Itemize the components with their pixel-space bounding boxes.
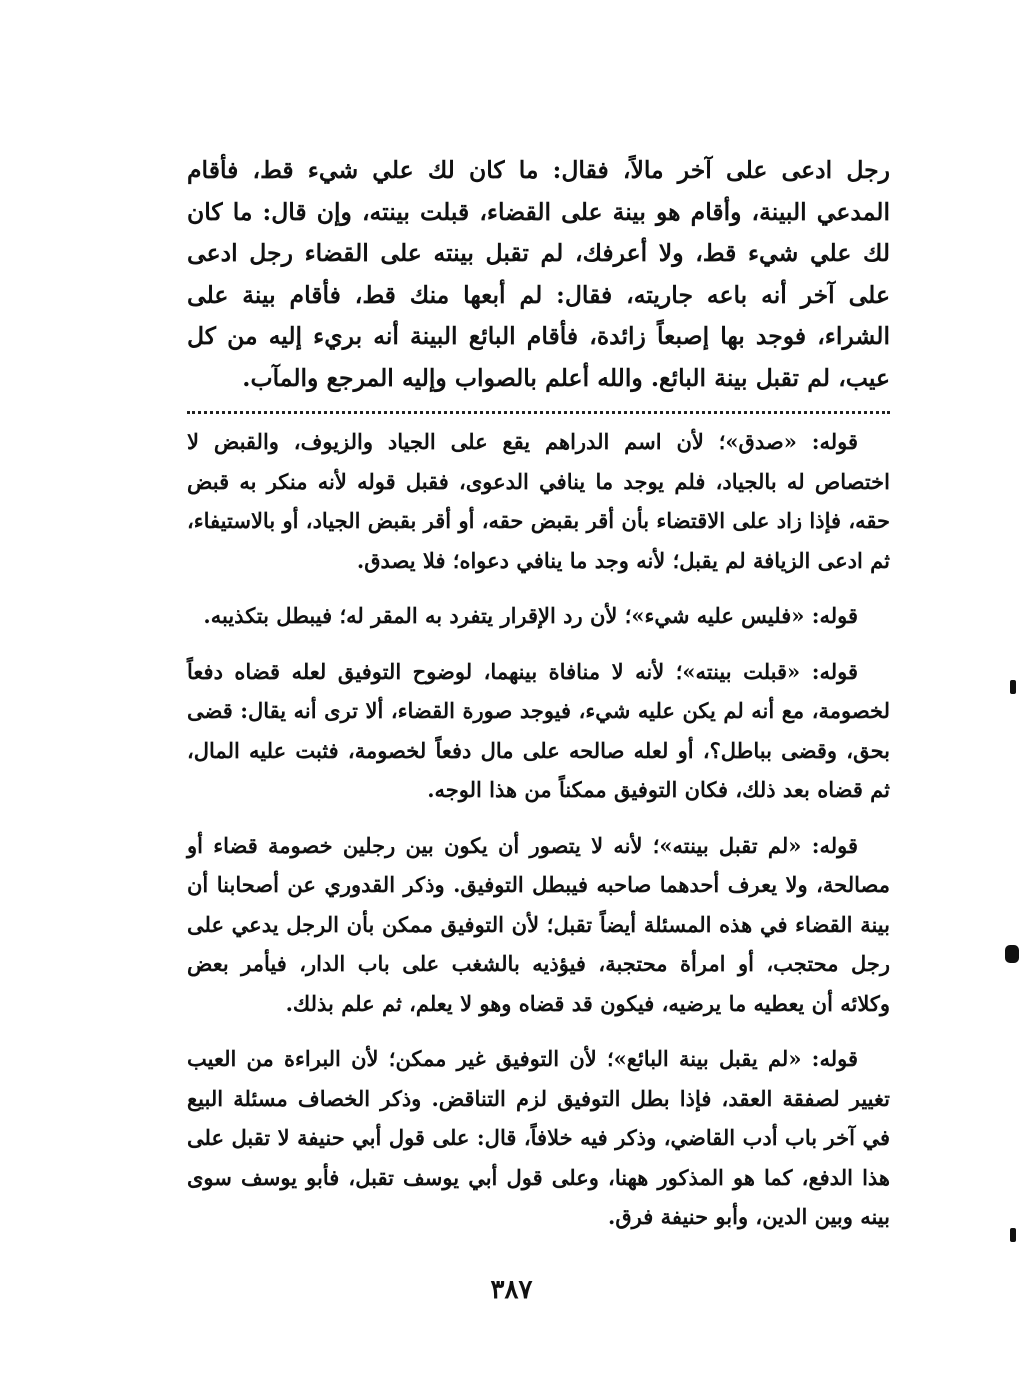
commentary-note-3 xyxy=(187,652,890,810)
margin-mark xyxy=(1010,1228,1016,1242)
note-lead: قوله: «فليس عليه شيء»؛ xyxy=(624,603,858,628)
note-text: لأن رد الإقرار يتفرد به المقر له؛ فيبطل بتكذيبه. xyxy=(203,603,625,628)
note-lead: قوله: «قبلت بينته»؛ xyxy=(675,658,858,684)
note-text: لأنه لا منافاة بينهما، لوضوح التوفيق لعله قضاه دفعاً لخصومة، مع أنه لم يكن عليه شيء، فيوجد صورة القضاء، ألا ترى أنه يقال: قضى بحق، وقضى بباطل؟، أو لعله صالحه على مال دفعاً لخصومة، فثبت عليه المال، ثم قضاه بعد ذلك، فكان التوفيق ممكناً من هذا الوجه. xyxy=(187,658,890,802)
page-body xyxy=(187,150,890,1253)
main-paragraph: رجل ادعى على آخر مالاً، فقال: ما كان لك علي شيء قط، فأقام المدعي البينة، وأقام هو بينة على القضاء، قبلت بينته، وإن قال: ما كان لك علي شيء قط، ولا أعرفك، لم تقبل بينته على القضاء رجل ادعى على آخر أنه باعه جاريته، فقال: لم أبعها منك قط، فأقام بينة على الشراء، فوجد بها إصبعاً زائدة، فأقام البائع البينة أنه بريء إليه من كل عيب، لم تقبل بينة البائع. والله أعلم بالصواب وإليه المرجع والمآب. xyxy=(187,156,890,392)
note-text: لأنه لا يتصور أن يكون بين رجلين خصومة قضاء أو مصالحة، ولا يعرف أحدهما صاحبه فيبطل التوفيق. وذكر القدوري عن أصحابنا أن بينة القضاء في هذه المسئلة أيضاً تقبل؛ لأن التوفيق ممكن بأن الرجل يدعي على رجل محتجب، أو امرأة محتجبة، فيؤذيه بالشغب على باب الدار، فيأمر بعض وكلائه أن يعطيه ما يرضيه، فيكون قد قضاه وهو لا يعلم، ثم علم بذلك. xyxy=(187,832,890,1016)
note-text: لأن التوفيق غير ممكن؛ لأن البراءة من العيب تغيير لصفقة العقد، فإذا بطل التوفيق لزم التناقض. وذكر الخصاف مسئلة البيع في آخر باب أدب القاضي، وذكر فيه خلافاً، قال: على قول أبي حنيفة لا تقبل على هذا الدفع، كما هو المذكور ههنا، وعلى قول أبي يوسف تقبل، فأبو يوسف سوى بينه وبين الدين، وأبو حنيفة فرق. xyxy=(187,1046,890,1229)
dotted-divider xyxy=(187,411,890,414)
margin-mark xyxy=(1010,680,1016,694)
margin-mark xyxy=(1005,945,1019,963)
page-number: ٣٨٧ xyxy=(490,1275,533,1305)
note-text: لأن اسم الدراهم يقع على الجياد والزيوف، والقبض لا اختصاص له بالجياد، فلم يوجد ما ينافي الدعوى، فقبل قوله لأنه منكر به قبض حقه، فإذا زاد على الاقتضاء بأن أقر بقبض حقه، أو أقر بقبض الجياد، أو بالاستيفاء، ثم ادعى الزيافة لم يقبل؛ لأنه وجد ما ينافي دعواه؛ فلا يصدق. xyxy=(187,429,890,573)
commentary-note-5 xyxy=(187,1039,890,1237)
commentary-note-2 xyxy=(187,596,890,636)
note-lead: قوله: «لم تقبل بينته»؛ xyxy=(652,832,858,858)
note-lead: قوله: «لم يقبل بينة البائع»؛ xyxy=(606,1046,858,1071)
commentary-note-4 xyxy=(187,826,890,1024)
note-lead: قوله: «صدق»؛ xyxy=(718,429,858,454)
commentary-note-1 xyxy=(187,422,890,580)
